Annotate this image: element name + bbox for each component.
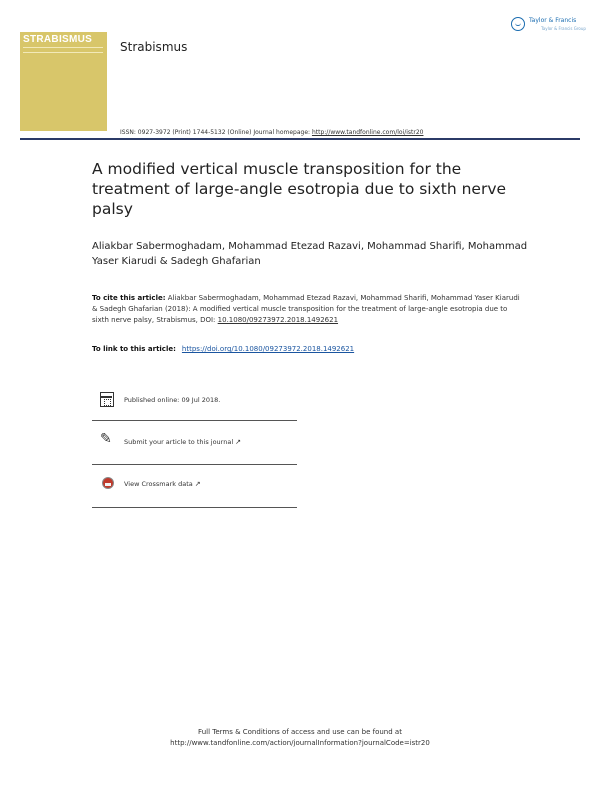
article-link-line	[92, 345, 354, 353]
citation-block	[92, 293, 522, 326]
issn-line	[120, 129, 423, 136]
publisher-name: Taylor & Francis	[529, 17, 577, 24]
cover-decoration	[23, 47, 103, 53]
publisher-group: Taylor & Francis Group	[541, 26, 586, 31]
external-link-icon: ↗	[194, 480, 201, 488]
crossmark-label[interactable]: View Crossmark data ↗	[124, 480, 201, 488]
citation-doi-link[interactable]: 10.1080/09273972.2018.1492621	[217, 316, 339, 324]
link-label: To link to this article:	[92, 345, 176, 353]
article-authors: Aliakbar Sabermoghadam, Mohammad Etezad Razavi, Mohammad Sharifi, Mohammad Yaser Kiarudi & Sadegh Ghafarian	[92, 241, 528, 267]
calendar-icon	[100, 392, 114, 407]
citation-label: To cite this article:	[92, 294, 166, 302]
published-label: Published online: 09 Jul 2018.	[124, 396, 221, 404]
edit-icon: ✎	[100, 431, 112, 447]
submit-article-label[interactable]: Submit your article to this journal ↗	[124, 438, 242, 446]
journal-homepage-link[interactable]: http://www.tandfonline.com/loi/istr20	[311, 129, 424, 136]
article-title: A modified vertical muscle transposition for the treatment of large-angle esotropia due to sixth nerve palsy	[92, 160, 507, 218]
taylor-francis-logo-icon	[511, 17, 525, 31]
footer-line1: Full Terms & Conditions of access and use can be found at	[198, 728, 402, 736]
info-divider	[92, 420, 297, 421]
publisher-logo	[511, 17, 586, 37]
issn-text: ISSN: 0927-3972 (Print) 1744-5132 (Online) Journal homepage:	[120, 129, 312, 136]
external-link-icon: ↗	[235, 438, 242, 446]
cover-title: STRABISMUS	[23, 34, 93, 45]
footer-terms	[0, 727, 600, 749]
journal-name: Strabismus	[120, 40, 188, 54]
footer-terms-link[interactable]: http://www.tandfonline.com/action/journalInformation?journalCode=istr20	[170, 739, 430, 747]
header-divider	[20, 138, 580, 140]
info-divider	[92, 507, 297, 508]
journal-cover-thumbnail	[20, 32, 107, 131]
info-divider	[92, 464, 297, 465]
citation-text: Aliakbar Sabermoghadam, Mohammad Etezad Razavi, Mohammad Sharifi, Mohammad Yaser Kiarudi & Sadegh Ghafarian (2018): A modified vertical muscle transposition for the treatment of large-angle esotropia due to sixth nerve palsy, Strabismus, DOI:	[92, 294, 520, 324]
crossmark-icon	[102, 477, 114, 489]
article-doi-link[interactable]: https://doi.org/10.1080/09273972.2018.1492621	[181, 345, 355, 353]
